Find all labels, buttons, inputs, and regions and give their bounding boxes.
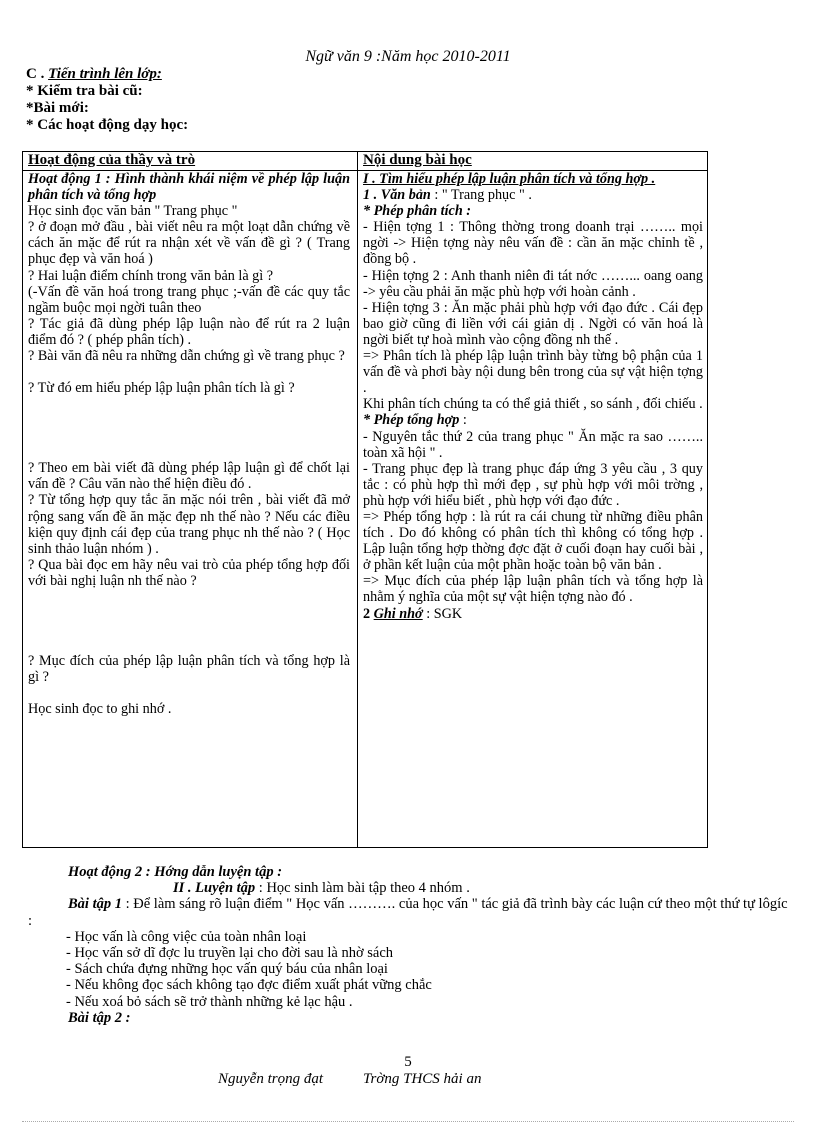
phan-tich-point: - Hiện tợng 1 : Thông thờng trong doanh trại …….. mọi ngời -> Hiện tợng này nêu vấn đề : cần ăn mặc chỉnh tề , đồng bộ .	[363, 219, 703, 268]
footer-author: Nguyễn trọng đạt	[218, 1071, 323, 1087]
left-question: ? Từ tổng hợp quy tắc ăn mặc nói trên , bài viết đã mở rộng sang vấn đề ăn mặc đẹp nh thế nào ? Nếu các điều kiện quy định cái đẹp của trang phục nh thế nào ? ( Học sinh thảo luận nhóm ) .	[28, 492, 350, 557]
exercise-1-item: - Học vấn sở dĩ đợc lu truyền lại cho đời sau là nhờ sách	[66, 945, 394, 962]
section-c-line: *Bài mới:	[26, 100, 89, 116]
lesson-table	[22, 151, 708, 848]
phan-tich-point: => Phân tích là phép lập luận trình bày từng bộ phận của 1 vấn đề và phơi bày nội dung bên trong của sự vật hiện tợng .	[363, 348, 703, 397]
item-2: 2 Ghi nhớ : SGK	[363, 605, 463, 622]
phan-tich-point: Khi phân tích chúng ta có thể giả thiết , so sánh , đối chiếu .	[363, 396, 703, 413]
left-line: Học sinh đọc to ghi nhớ .	[28, 701, 172, 718]
tong-hop-heading: * Phép tổng hợp :	[363, 412, 467, 429]
exercise-1-item: - Nếu không đọc sách không tạo đợc điểm xuất phát vững chắc	[66, 977, 432, 994]
exercise-1-item: - Sách chứa đựng những học vấn quý báu của nhân loại	[66, 961, 388, 978]
left-question: ? Từ đó em hiểu phép lập luận phân tích là gì ?	[28, 380, 295, 397]
section-c-line: * Kiểm tra bài cũ:	[26, 83, 143, 99]
item-1: 1 . Văn bản : " Trang phục " .	[363, 187, 532, 204]
column-header-right: Nội dung bài học	[363, 152, 472, 168]
exercise-1: Bài tập 1 : Để làm sáng rõ luận điểm " Học vấn ………. của học vấn " tác giả đã trình bày các luận cứ theo một thứ tự lôgíc :	[28, 896, 788, 929]
left-question: ? Tác giả đã dùng phép lập luận nào để rút ra 2 luận điểm đó ? ( phép phân tích) .	[28, 315, 350, 348]
section-c-line: * Các hoạt động dạy học:	[26, 117, 189, 133]
column-divider	[357, 152, 358, 847]
practice-section	[28, 864, 788, 1026]
left-question: ? ở đoạn mở đầu , bài viết nêu ra một loạt dẫn chứng về cách ăn mặc để rút ra nhận xét về vấn đề gì ? ( Trang phục đẹp và văn hoá )	[28, 219, 350, 268]
tong-hop-point: => Mục đích của phép lập luận phân tích và tổng hợp là nhằm ý nghĩa của một sự vật hiện tợng nào đó .	[363, 573, 703, 606]
left-question: ? Hai luận điểm chính trong văn bản là gì ?	[28, 267, 274, 284]
phan-tich-point: - Hiện tợng 3 : Ăn mặc phải phù hợp với đạo đức . Cái đẹp bao giờ cũng đi liền với cái giản dị . Ngời có văn hoá là ngời biết tự hoà mình vào cộng đồng nh thế .	[363, 299, 703, 348]
phan-tich-point: - Hiện tợng 2 : Anh thanh niên đi tát nớc ……... oang oang -> yêu cầu phải ăn mặc phù hợp với hoàn cảnh .	[363, 267, 703, 300]
left-question: ? Qua bài đọc em hãy nêu vai trò của phép tổng hợp đối với bài nghị luận nh thế nào ?	[28, 556, 350, 589]
lesson-content-column	[363, 152, 703, 622]
left-question: ? Theo em bài viết đã dùng phép lập luận gì để chốt lại vấn đề ? Câu văn nào thể hiện điều đó .	[28, 460, 350, 493]
column-header-left: Hoạt động của thầy và trò	[28, 152, 196, 168]
tong-hop-point: - Trang phục đẹp là trang phục đáp ứng 3 yêu cầu , 3 quy tắc : có phù hợp thì mới đẹp , sự phù hợp với môi trờng , phù hợp với hiểu biết , phù hợp với đạo đức .	[363, 460, 703, 509]
exercise-2: Bài tập 2 :	[68, 1009, 131, 1026]
page-header: Ngữ văn 9 :Năm học 2010-2011	[305, 48, 511, 65]
activity-2-title: Hoạt động 2 : Hớng dẫn luyện tập :	[68, 864, 283, 880]
section-ii-title: II . Luyện tập : Học sinh làm bài tập theo 4 nhóm .	[173, 880, 470, 897]
left-question: ? Bài văn đã nêu ra những dẫn chứng gì về trang phục ?	[28, 348, 345, 365]
section-c-title: C . Tiến trình lên lớp:	[26, 66, 162, 82]
page-number: 5	[404, 1054, 412, 1070]
tong-hop-point: => Phép tổng hợp : là rút ra cái chung từ những điều phân tích . Do đó không có phân tích thì không có tổng hợp . Lập luận tổng hợp thờng đợc đặt ở cuối đoạn hay cuối bài , ở phần kết luận của một phần hoặc toàn bộ văn bản .	[363, 508, 703, 574]
tong-hop-point: - Nguyên tắc thứ 2 của trang phục " Ăn mặc ra sao …….. toàn xã hội " .	[363, 428, 703, 461]
exercise-1-item: - Nếu xoá bỏ sách sẽ trở thành những kẻ lạc hậu .	[66, 993, 353, 1010]
footer-school: Trờng THCS hải an	[363, 1071, 482, 1087]
section-c	[26, 66, 188, 134]
activity-1-title: Hoạt động 1 : Hình thành khái niệm về phép lập luận phân tích và tổng hợp	[28, 171, 350, 204]
left-line: (-Vấn đề văn hoá trong trang phục ;-vấn đề các quy tắc ngầm buộc mọi ngời tuân theo	[28, 283, 350, 316]
section-i-title: I . Tìm hiểu phép lập luận phân tích và tổng hợp .	[363, 171, 656, 187]
teacher-student-column	[28, 152, 350, 717]
bottom-dotted-rule	[22, 1121, 794, 1122]
left-question: ? Mục đích của phép lập luận phân tích và tổng hợp là gì ?	[28, 652, 350, 686]
left-line: Học sinh đọc văn bản " Trang phục "	[28, 203, 238, 220]
exercise-1-item: - Học vấn là công việc của toàn nhân loại	[66, 928, 307, 945]
phan-tich-heading: * Phép phân tích :	[363, 203, 471, 220]
page-footer	[218, 1071, 521, 1088]
